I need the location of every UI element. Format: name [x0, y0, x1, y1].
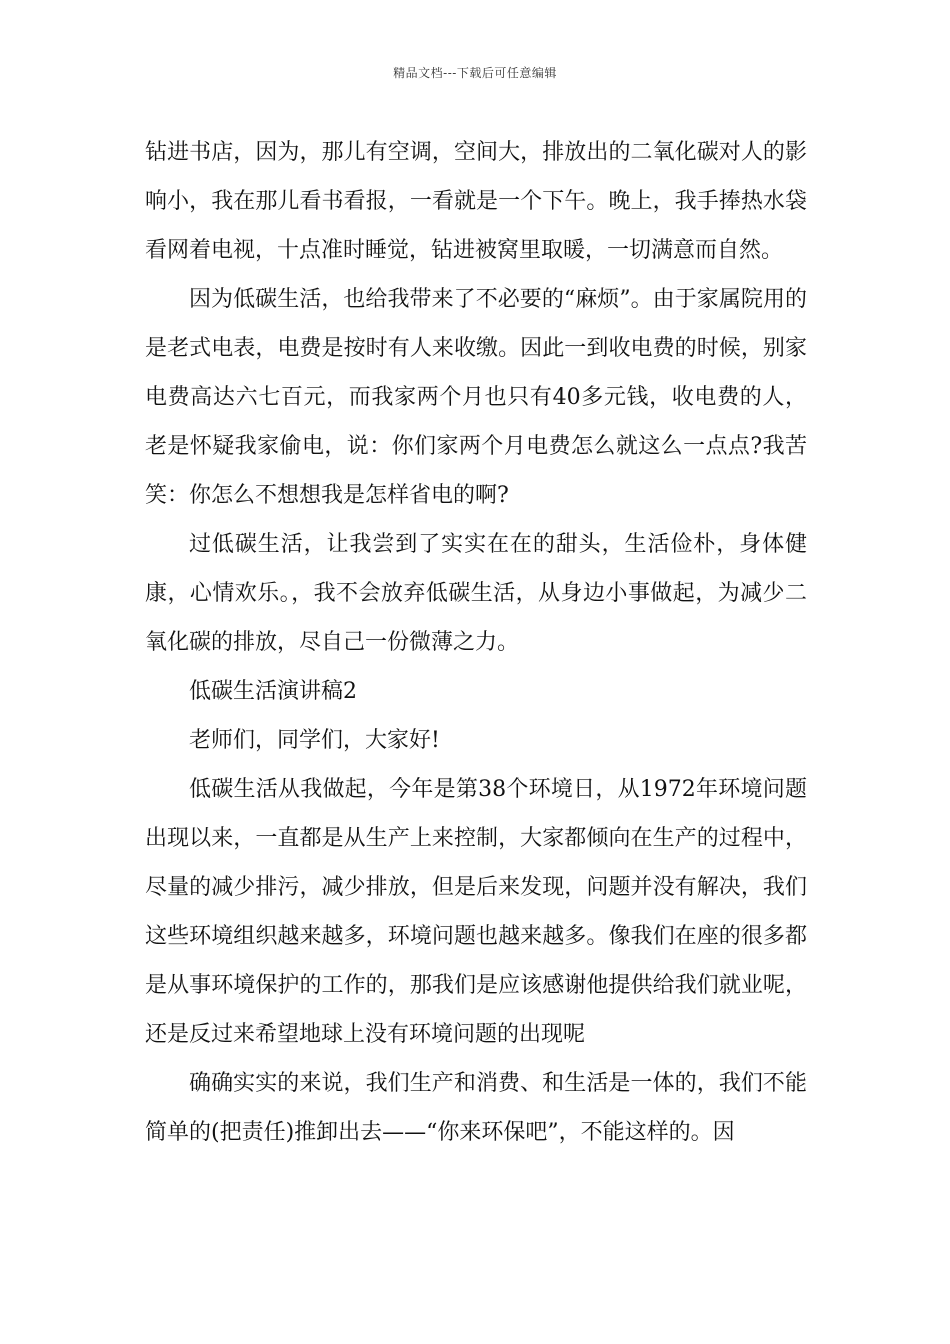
- document-body: [145, 128, 807, 1157]
- paragraph: 因为低碳生活，也给我带来了不必要的“麻烦”。由于家属院用的是老式电表，电费是按时有人来收缴。因此一到收电费的时候，别家电费高达六七百元，而我家两个月也只有40多元钱，收电费的人，老是怀疑我家偷电，说：你们家两个月电费怎么就这么一点点?我苦笑：你怎么不想想我是怎样省电的啊?: [145, 287, 807, 508]
- section-title: 低碳生活演讲稿2: [189, 679, 357, 704]
- paragraph: 确确实实的来说，我们生产和消费、和生活是一体的，我们不能简单的(把责任)推卸出去——“你来环保吧”，不能这样的。因: [145, 1071, 807, 1145]
- paragraph: 过低碳生活，让我尝到了实实在在的甜头，生活俭朴，身体健康，心情欢乐。，我不会放弃低碳生活，从身边小事做起，为减少二氧化碳的排放，尽自己一份微薄之力。: [145, 532, 807, 655]
- paragraph-continued: 钻进书店，因为，那儿有空调，空间大，排放出的二氧化碳对人的影响小，我在那儿看书看报，一看就是一个下午。晚上，我手捧热水袋看网着电视，十点准时睡觉，钻进被窝里取暖，一切满意而自然。: [145, 140, 807, 263]
- greeting-line: 老师们，同学们，大家好!: [189, 728, 440, 753]
- page-header: 精品文档---下载后可任意编辑: [393, 66, 557, 80]
- paragraph: 低碳生活从我做起，今年是第38个环境日，从1972年环境问题出现以来，一直都是从生产上来控制，大家都倾向在生产的过程中，尽量的减少排污，减少排放，但是后来发现，问题并没有解决，我们这些环境组织越来越多，环境问题也越来越多。像我们在座的很多都是从事环境保护的工作的，那我们是应该感谢他提供给我们就业呢，还是反过来希望地球上没有环境问题的出现呢: [145, 777, 807, 1047]
